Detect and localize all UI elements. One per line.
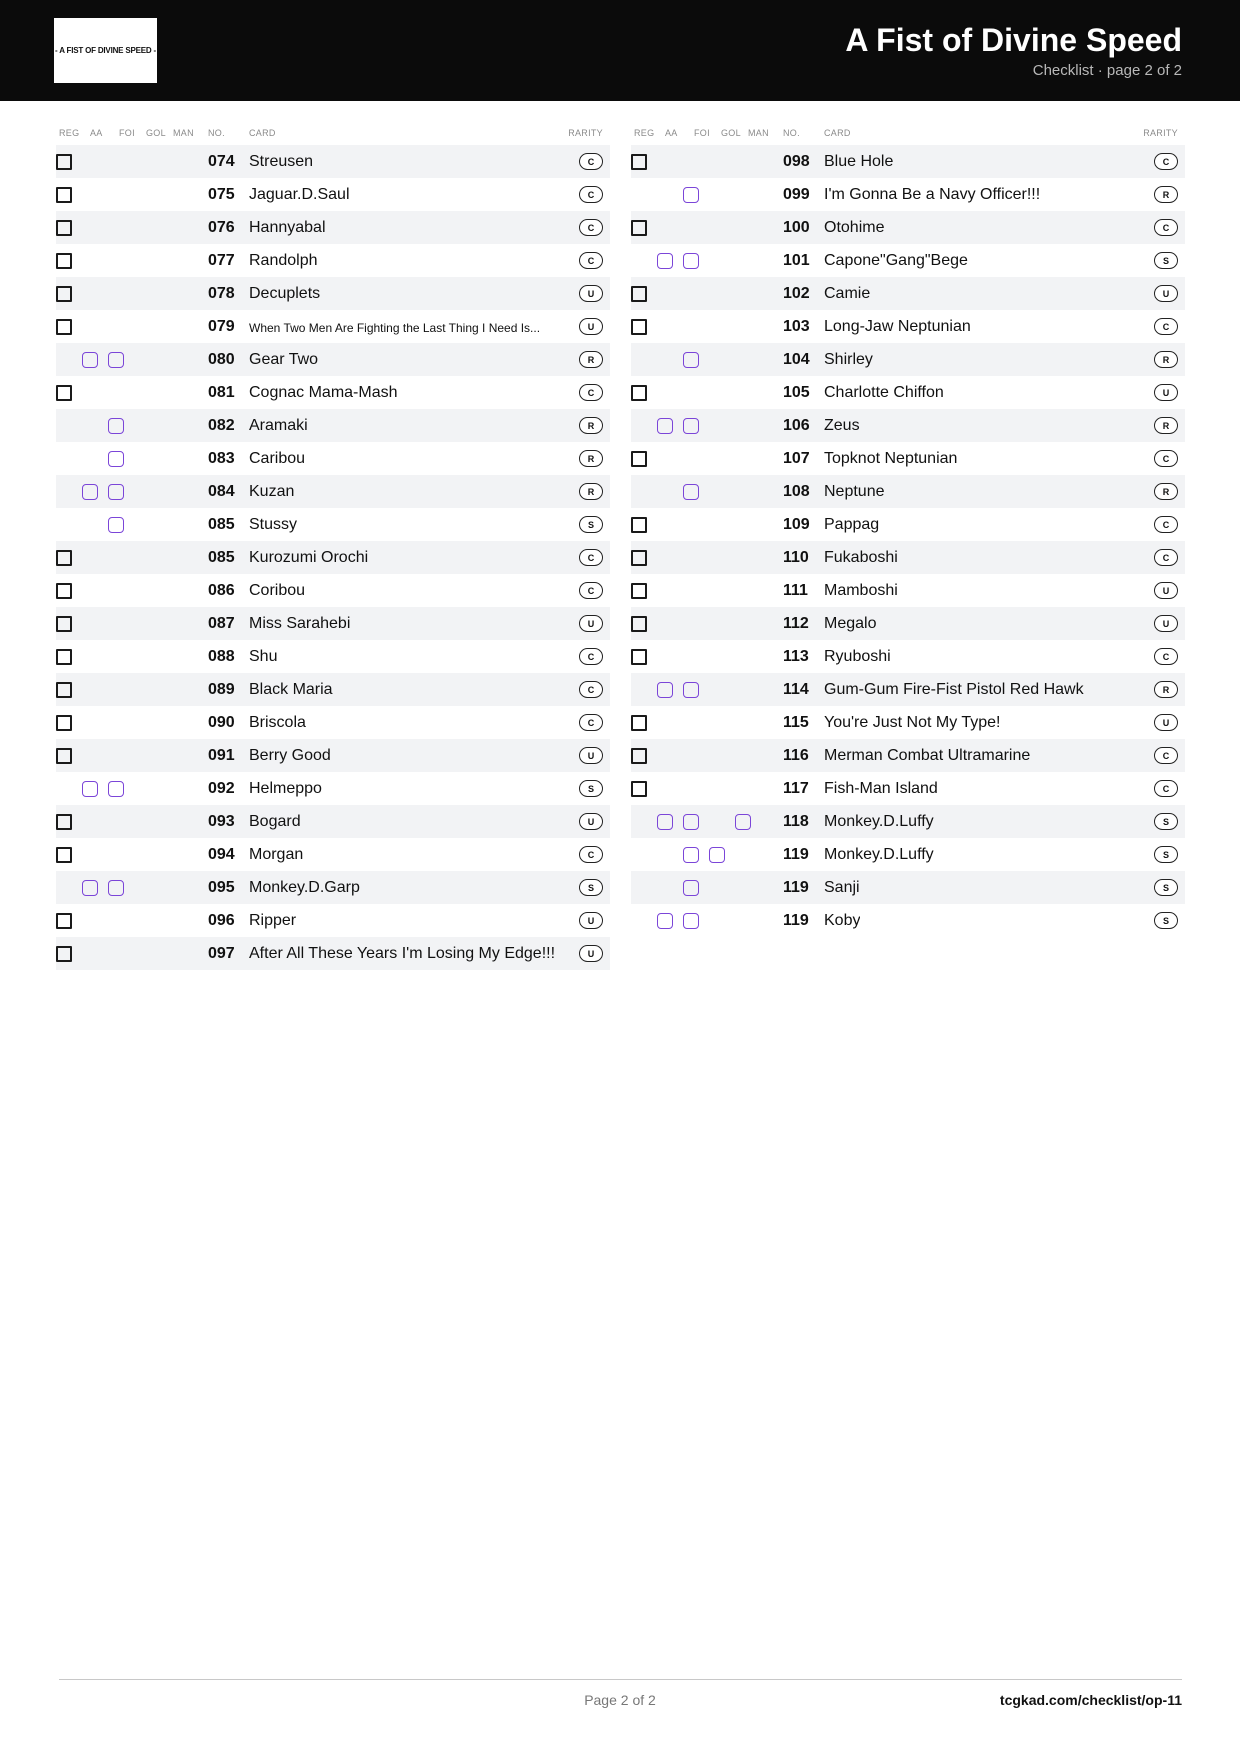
card-row (631, 541, 1185, 574)
reg-checkbox[interactable] (631, 649, 647, 665)
card-name: Caribou (249, 450, 306, 467)
card-row (56, 574, 610, 607)
reg-checkbox[interactable] (56, 748, 72, 764)
footer-divider (59, 1679, 1182, 1680)
reg-checkbox[interactable] (56, 550, 72, 566)
card-name: Streusen (249, 153, 314, 170)
card-name: Bogard (249, 813, 301, 830)
card-row (56, 343, 610, 376)
card-row (631, 508, 1185, 541)
card-number: 091 (208, 747, 235, 764)
card-name: Gear Two (249, 351, 319, 368)
foi-checkbox[interactable] (683, 484, 699, 500)
reg-checkbox[interactable] (631, 154, 647, 170)
rarity-badge: R (1154, 351, 1178, 368)
card-name: Aramaki (249, 417, 308, 434)
card-row (56, 475, 610, 508)
card-number: 085 (208, 516, 235, 533)
card-name: Helmeppo (249, 780, 322, 797)
rarity-badge: S (579, 516, 603, 533)
rarity-badge: C (1154, 153, 1178, 170)
rarity-badge: S (1154, 813, 1178, 830)
card-row (631, 904, 1185, 937)
man-checkbox[interactable] (735, 814, 751, 830)
card-row (56, 805, 610, 838)
card-number: 116 (783, 747, 809, 764)
card-number: 074 (208, 153, 235, 170)
foi-checkbox[interactable] (683, 418, 699, 434)
foi-checkbox[interactable] (108, 517, 124, 533)
column-header (631, 125, 1185, 145)
card-name: Morgan (249, 846, 304, 863)
foi-checkbox[interactable] (683, 847, 699, 863)
reg-checkbox[interactable] (631, 286, 647, 302)
card-name: Shirley (824, 351, 873, 368)
card-number: 086 (208, 582, 235, 599)
col-man: MAN (173, 128, 194, 138)
rarity-badge: C (579, 648, 603, 665)
foi-checkbox[interactable] (108, 484, 124, 500)
card-row (631, 574, 1185, 607)
card-name: Mamboshi (824, 582, 898, 599)
card-name: Jaguar.D.Saul (249, 186, 350, 203)
reg-checkbox[interactable] (631, 583, 647, 599)
card-number: 104 (783, 351, 810, 368)
card-number: 101 (783, 252, 810, 269)
col-foi: FOI (694, 128, 710, 138)
foi-checkbox[interactable] (683, 187, 699, 203)
card-number: 096 (208, 912, 235, 929)
card-row (631, 805, 1185, 838)
card-name: Hannyabal (249, 219, 326, 236)
col-aa: AA (90, 128, 103, 138)
card-number: 109 (783, 516, 810, 533)
page-title: A Fist of Divine Speed (845, 22, 1182, 58)
card-name: Coribou (249, 582, 306, 599)
rarity-badge: U (1154, 582, 1178, 599)
aa-checkbox[interactable] (82, 781, 98, 797)
card-row (631, 706, 1185, 739)
reg-checkbox[interactable] (631, 616, 647, 632)
card-row (56, 838, 610, 871)
rarity-badge: C (1154, 450, 1178, 467)
reg-checkbox[interactable] (56, 286, 72, 302)
reg-checkbox[interactable] (56, 583, 72, 599)
rarity-badge: C (579, 384, 603, 401)
card-number: 118 (783, 813, 809, 830)
rarity-badge: R (1154, 681, 1178, 698)
card-name: Monkey.D.Garp (249, 879, 360, 896)
col-no: NO. (208, 128, 225, 138)
card-number: 114 (783, 681, 809, 698)
card-number: 119 (783, 846, 809, 863)
card-row (56, 871, 610, 904)
reg-checkbox[interactable] (631, 517, 647, 533)
card-rows-left (56, 145, 610, 970)
card-row (631, 343, 1185, 376)
card-name: Ripper (249, 912, 297, 929)
reg-checkbox[interactable] (631, 385, 647, 401)
card-name: Black Maria (249, 681, 333, 698)
card-name: Long-Jaw Neptunian (824, 318, 971, 335)
card-number: 088 (208, 648, 235, 665)
reg-checkbox[interactable] (56, 187, 72, 203)
rarity-badge: C (579, 219, 603, 236)
set-logo (54, 18, 157, 83)
card-row (56, 541, 610, 574)
col-reg: REG (634, 128, 655, 138)
rarity-badge: C (579, 681, 603, 698)
rarity-badge: C (579, 582, 603, 599)
card-number: 098 (783, 153, 810, 170)
page-header (0, 0, 1240, 101)
card-name: Ryuboshi (824, 648, 891, 665)
reg-checkbox[interactable] (631, 319, 647, 335)
card-row (56, 508, 610, 541)
col-gol: GOL (721, 128, 741, 138)
aa-checkbox[interactable] (657, 418, 673, 434)
card-row (631, 310, 1185, 343)
card-name: Kuzan (249, 483, 295, 500)
checklist-column-left (56, 125, 610, 970)
card-row (56, 178, 610, 211)
card-name: After All These Years I'm Losing My Edge!!! (249, 945, 556, 962)
reg-checkbox[interactable] (56, 319, 72, 335)
col-gol: GOL (146, 128, 166, 138)
reg-checkbox[interactable] (56, 814, 72, 830)
rarity-badge: U (1154, 384, 1178, 401)
card-name: Shu (249, 648, 278, 665)
card-number: 081 (208, 384, 235, 401)
card-name: Decuplets (249, 285, 321, 302)
card-row (631, 409, 1185, 442)
card-number: 100 (783, 219, 810, 236)
rarity-badge: C (1154, 648, 1178, 665)
card-row (56, 409, 610, 442)
col-reg: REG (59, 128, 80, 138)
card-number: 105 (783, 384, 810, 401)
rarity-badge: U (579, 747, 603, 764)
rarity-badge: U (579, 615, 603, 632)
rarity-badge: S (1154, 879, 1178, 896)
reg-checkbox[interactable] (56, 913, 72, 929)
rarity-badge: R (1154, 483, 1178, 500)
rarity-badge: C (1154, 318, 1178, 335)
reg-checkbox[interactable] (631, 550, 647, 566)
foi-checkbox[interactable] (683, 352, 699, 368)
logo-text: - A FIST OF DIVINE SPEED - (55, 46, 156, 55)
card-row (56, 442, 610, 475)
card-row (56, 244, 610, 277)
foi-checkbox[interactable] (683, 880, 699, 896)
card-name: Fukaboshi (824, 549, 898, 566)
aa-checkbox[interactable] (657, 682, 673, 698)
card-number: 094 (208, 846, 235, 863)
card-number: 115 (783, 714, 809, 731)
col-man: MAN (748, 128, 769, 138)
card-name: Cognac Mama-Mash (249, 384, 398, 401)
card-name: Zeus (824, 417, 860, 434)
card-row (631, 244, 1185, 277)
card-number: 119 (783, 879, 809, 896)
rarity-badge: C (1154, 747, 1178, 764)
foi-checkbox[interactable] (683, 253, 699, 269)
card-number: 075 (208, 186, 235, 203)
reg-checkbox[interactable] (56, 154, 72, 170)
card-row (631, 607, 1185, 640)
reg-checkbox[interactable] (56, 649, 72, 665)
rarity-badge: U (579, 318, 603, 335)
foi-checkbox[interactable] (683, 814, 699, 830)
reg-checkbox[interactable] (56, 220, 72, 236)
rarity-badge: U (1154, 615, 1178, 632)
foi-checkbox[interactable] (108, 352, 124, 368)
rarity-badge: S (579, 780, 603, 797)
column-header (56, 125, 610, 145)
reg-checkbox[interactable] (631, 451, 647, 467)
rarity-badge: C (579, 714, 603, 731)
rarity-badge: S (1154, 252, 1178, 269)
card-row (56, 673, 610, 706)
card-number: 111 (783, 582, 808, 599)
rarity-badge: S (1154, 912, 1178, 929)
card-name: Gum-Gum Fire-Fist Pistol Red Hawk (824, 681, 1084, 698)
card-row (631, 277, 1185, 310)
card-row (631, 871, 1185, 904)
card-row (631, 739, 1185, 772)
rarity-badge: C (579, 186, 603, 203)
aa-checkbox[interactable] (82, 880, 98, 896)
card-number: 103 (783, 318, 810, 335)
card-name: Sanji (824, 879, 860, 896)
card-name: Randolph (249, 252, 318, 269)
rarity-badge: R (579, 351, 603, 368)
card-number: 099 (783, 186, 810, 203)
card-row (56, 376, 610, 409)
aa-checkbox[interactable] (82, 352, 98, 368)
card-name: Briscola (249, 714, 306, 731)
card-row (631, 772, 1185, 805)
foi-checkbox[interactable] (108, 418, 124, 434)
gol-checkbox[interactable] (709, 847, 725, 863)
reg-checkbox[interactable] (56, 715, 72, 731)
card-number: 113 (783, 648, 809, 665)
card-number: 095 (208, 879, 235, 896)
reg-checkbox[interactable] (631, 220, 647, 236)
footer-page-number: Page 2 of 2 (584, 1692, 656, 1708)
foi-checkbox[interactable] (683, 913, 699, 929)
card-name: When Two Men Are Fighting the Last Thing I Need Is... (249, 321, 541, 335)
card-row (56, 310, 610, 343)
col-card: CARD (824, 128, 851, 138)
card-name: Stussy (249, 516, 298, 533)
col-card: CARD (249, 128, 276, 138)
card-row (56, 739, 610, 772)
checklist-column-right (631, 125, 1185, 937)
col-no: NO. (783, 128, 800, 138)
card-row (631, 211, 1185, 244)
card-row (56, 904, 610, 937)
rarity-badge: U (579, 912, 603, 929)
card-name: Berry Good (249, 747, 331, 764)
rarity-badge: U (1154, 714, 1178, 731)
card-number: 102 (783, 285, 810, 302)
card-number: 108 (783, 483, 810, 500)
card-name: Monkey.D.Luffy (824, 813, 934, 830)
rarity-badge: C (1154, 219, 1178, 236)
rarity-badge: U (579, 945, 603, 962)
card-row (56, 706, 610, 739)
card-number: 078 (208, 285, 235, 302)
card-name: Kurozumi Orochi (249, 549, 369, 566)
rarity-badge: C (579, 252, 603, 269)
aa-checkbox[interactable] (657, 913, 673, 929)
rarity-badge: U (579, 285, 603, 302)
card-number: 082 (208, 417, 235, 434)
foi-checkbox[interactable] (108, 451, 124, 467)
aa-checkbox[interactable] (657, 253, 673, 269)
col-aa: AA (665, 128, 678, 138)
rarity-badge: C (1154, 780, 1178, 797)
rarity-badge: C (579, 153, 603, 170)
rarity-badge: R (579, 417, 603, 434)
card-number: 106 (783, 417, 810, 434)
foi-checkbox[interactable] (108, 781, 124, 797)
card-name: Miss Sarahebi (249, 615, 351, 632)
card-name: I'm Gonna Be a Navy Officer!!! (824, 186, 1041, 203)
card-name: Charlotte Chiffon (824, 384, 944, 401)
rarity-badge: R (1154, 186, 1178, 203)
card-number: 087 (208, 615, 235, 632)
card-name: Koby (824, 912, 861, 929)
rarity-badge: C (1154, 549, 1178, 566)
card-row (631, 673, 1185, 706)
card-row (56, 277, 610, 310)
card-row (56, 607, 610, 640)
card-number: 117 (783, 780, 809, 797)
card-row (631, 640, 1185, 673)
card-number: 076 (208, 219, 235, 236)
card-row (56, 937, 610, 970)
rarity-badge: U (1154, 285, 1178, 302)
rarity-badge: U (579, 813, 603, 830)
foi-checkbox[interactable] (108, 880, 124, 896)
card-number: 083 (208, 450, 235, 467)
rarity-badge: R (579, 450, 603, 467)
rarity-badge: C (1154, 516, 1178, 533)
card-number: 079 (208, 318, 235, 335)
aa-checkbox[interactable] (657, 814, 673, 830)
rarity-badge: S (1154, 846, 1178, 863)
card-name: Otohime (824, 219, 885, 236)
card-number: 077 (208, 252, 235, 269)
page-subtitle: Checklist · page 2 of 2 (1032, 62, 1182, 79)
reg-checkbox[interactable] (56, 946, 72, 962)
reg-checkbox[interactable] (56, 253, 72, 269)
aa-checkbox[interactable] (82, 484, 98, 500)
card-rows-right (631, 145, 1185, 937)
card-number: 092 (208, 780, 235, 797)
col-foi: FOI (119, 128, 135, 138)
card-number: 097 (208, 945, 235, 962)
footer-url: tcgkad.com/checklist/op-11 (999, 1692, 1182, 1708)
card-name: Monkey.D.Luffy (824, 846, 934, 863)
reg-checkbox[interactable] (56, 682, 72, 698)
card-number: 084 (208, 483, 235, 500)
card-row (56, 145, 610, 178)
rarity-badge: S (579, 879, 603, 896)
card-row (631, 145, 1185, 178)
card-name: Merman Combat Ultramarine (824, 747, 1031, 764)
card-row (631, 442, 1185, 475)
card-name: Fish-Man Island (824, 780, 938, 797)
col-rarity: RARITY (568, 128, 603, 138)
col-rarity: RARITY (1143, 128, 1178, 138)
card-row (631, 475, 1185, 508)
rarity-badge: R (579, 483, 603, 500)
card-number: 110 (783, 549, 809, 566)
rarity-badge: C (579, 549, 603, 566)
card-number: 112 (783, 615, 809, 632)
card-row (56, 772, 610, 805)
card-name: Neptune (824, 483, 885, 500)
card-number: 093 (208, 813, 235, 830)
card-row (631, 178, 1185, 211)
card-number: 089 (208, 681, 235, 698)
card-name: You're Just Not My Type! (824, 714, 1001, 731)
card-name: Topknot Neptunian (824, 450, 958, 467)
reg-checkbox[interactable] (56, 847, 72, 863)
rarity-badge: C (579, 846, 603, 863)
card-name: Capone"Gang"Bege (824, 252, 968, 269)
card-number: 107 (783, 450, 810, 467)
card-name: Pappag (824, 516, 880, 533)
reg-checkbox[interactable] (631, 748, 647, 764)
card-number: 080 (208, 351, 235, 368)
card-name: Megalo (824, 615, 877, 632)
card-name: Camie (824, 285, 871, 302)
reg-checkbox[interactable] (631, 781, 647, 797)
card-row (56, 640, 610, 673)
rarity-badge: R (1154, 417, 1178, 434)
card-row (631, 838, 1185, 871)
card-number: 090 (208, 714, 235, 731)
reg-checkbox[interactable] (631, 715, 647, 731)
reg-checkbox[interactable] (56, 616, 72, 632)
card-row (631, 376, 1185, 409)
card-row (56, 211, 610, 244)
reg-checkbox[interactable] (56, 385, 72, 401)
card-number: 085 (208, 549, 235, 566)
card-number: 119 (783, 912, 809, 929)
card-name: Blue Hole (824, 153, 894, 170)
foi-checkbox[interactable] (683, 682, 699, 698)
